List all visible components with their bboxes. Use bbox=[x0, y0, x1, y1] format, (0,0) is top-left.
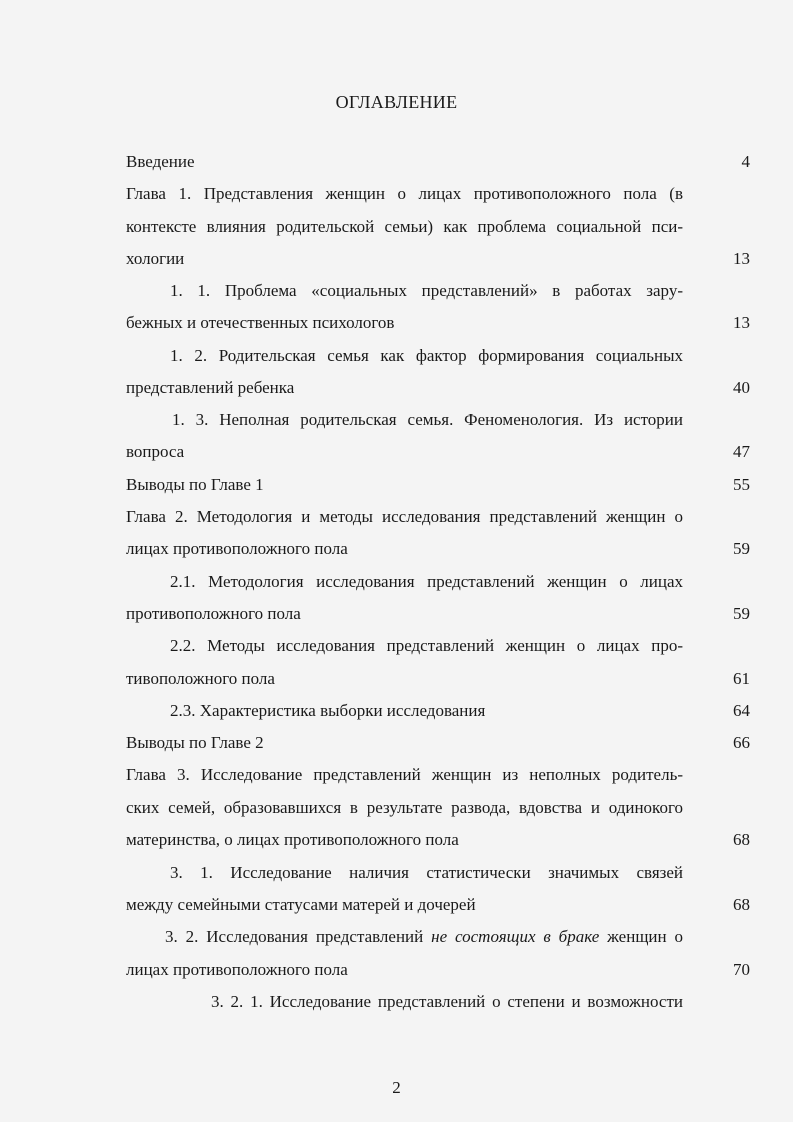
toc-page-number: 13 bbox=[733, 249, 750, 268]
toc-entry-section-2-3[interactable]: 2.3. Характеристика выборки исследования bbox=[170, 701, 486, 720]
toc-entry-section-2-2[interactable]: 2.2. Методы исследования представлений женщин о лицах про- bbox=[170, 636, 683, 655]
toc-entry-section-1-1[interactable]: 1. 1. Проблема «социальных представлений» в работах зару- bbox=[170, 281, 683, 300]
toc-entry-chapter-1-cont: контексте влияния родительской семьи) как проблема социальной пси- bbox=[126, 217, 683, 236]
toc-entry-chapter-2[interactable]: Глава 2. Методология и методы исследования представлений женщин о bbox=[126, 507, 683, 526]
toc-entry-section-1-3-cont: вопроса bbox=[126, 442, 185, 461]
toc-entry-section-2-2-cont: тивоположного пола bbox=[126, 669, 275, 688]
toc-page-number: 66 bbox=[733, 733, 750, 752]
toc-text-italic: не состоящих в браке bbox=[431, 927, 600, 946]
toc-entry-section-3-1[interactable]: 3. 1. Исследование наличия статистически значимых связей bbox=[170, 863, 683, 882]
toc-entry-chapter-3-cont: материнства, о лицах противоположного пола bbox=[126, 830, 459, 849]
toc-page-number: 4 bbox=[741, 152, 750, 171]
toc-page-number: 70 bbox=[733, 960, 750, 979]
toc-text: 3. 2. Исследования представлений bbox=[165, 927, 432, 946]
toc-entry-section-3-1-cont: между семейными статусами матерей и дочерей bbox=[126, 895, 476, 914]
toc-entry-section-1-2[interactable]: 1. 2. Родительская семья как фактор формирования социальных bbox=[170, 346, 683, 365]
toc-page-number: 64 bbox=[733, 701, 750, 720]
toc-entry-section-3-2-1[interactable]: 3. 2. 1. Исследование представлений о степени и возможности bbox=[211, 992, 683, 1011]
toc-entry-section-1-2-cont: представлений ребенка bbox=[126, 378, 295, 397]
toc-page-number: 55 bbox=[733, 475, 750, 494]
toc-entry-section-2-1-cont: противоположного пола bbox=[126, 604, 301, 623]
page-number: 2 bbox=[392, 1078, 401, 1097]
toc-entry-section-1-1-cont: бежных и отечественных психологов bbox=[126, 313, 395, 332]
toc-entry-section-2-1[interactable]: 2.1. Методология исследования представлений женщин о лицах bbox=[170, 572, 683, 591]
toc-entry-chapter-1[interactable]: Глава 1. Представления женщин о лицах противоположного пола (в bbox=[126, 184, 683, 203]
toc-page-number: 13 bbox=[733, 313, 750, 332]
toc-entry-chapter-3-cont: ских семей, образовавшихся в результате развода, вдовства и одинокого bbox=[126, 798, 683, 817]
toc-entry-section-3-2[interactable] bbox=[165, 927, 683, 947]
toc-page-number: 59 bbox=[733, 604, 750, 623]
toc-entry-section-3-2-cont: лицах противоположного пола bbox=[126, 960, 348, 979]
toc-page-number: 68 bbox=[733, 830, 750, 849]
toc-entry-conclusions-1[interactable]: Выводы по Главе 1 bbox=[126, 475, 264, 494]
toc-entry-chapter-2-cont: лицах противоположного пола bbox=[126, 539, 348, 558]
toc-page-number: 68 bbox=[733, 895, 750, 914]
toc-page-number: 47 bbox=[733, 442, 750, 461]
toc-text: женщин о bbox=[599, 927, 683, 946]
toc-entry-chapter-1-cont: хологии bbox=[126, 249, 185, 268]
toc-entry-intro[interactable]: Введение bbox=[126, 152, 195, 171]
toc-page-number: 61 bbox=[733, 669, 750, 688]
page-title: ОГЛАВЛЕНИЕ bbox=[335, 92, 458, 112]
toc-entry-chapter-3[interactable]: Глава 3. Исследование представлений женщин из неполных родитель- bbox=[126, 765, 683, 784]
toc-page-number: 40 bbox=[733, 378, 750, 397]
toc-entry-conclusions-2[interactable]: Выводы по Главе 2 bbox=[126, 733, 264, 752]
toc-entry-section-1-3[interactable]: 1. 3. Неполная родительская семья. Феноменология. Из истории bbox=[172, 410, 683, 429]
toc-page-number: 59 bbox=[733, 539, 750, 558]
